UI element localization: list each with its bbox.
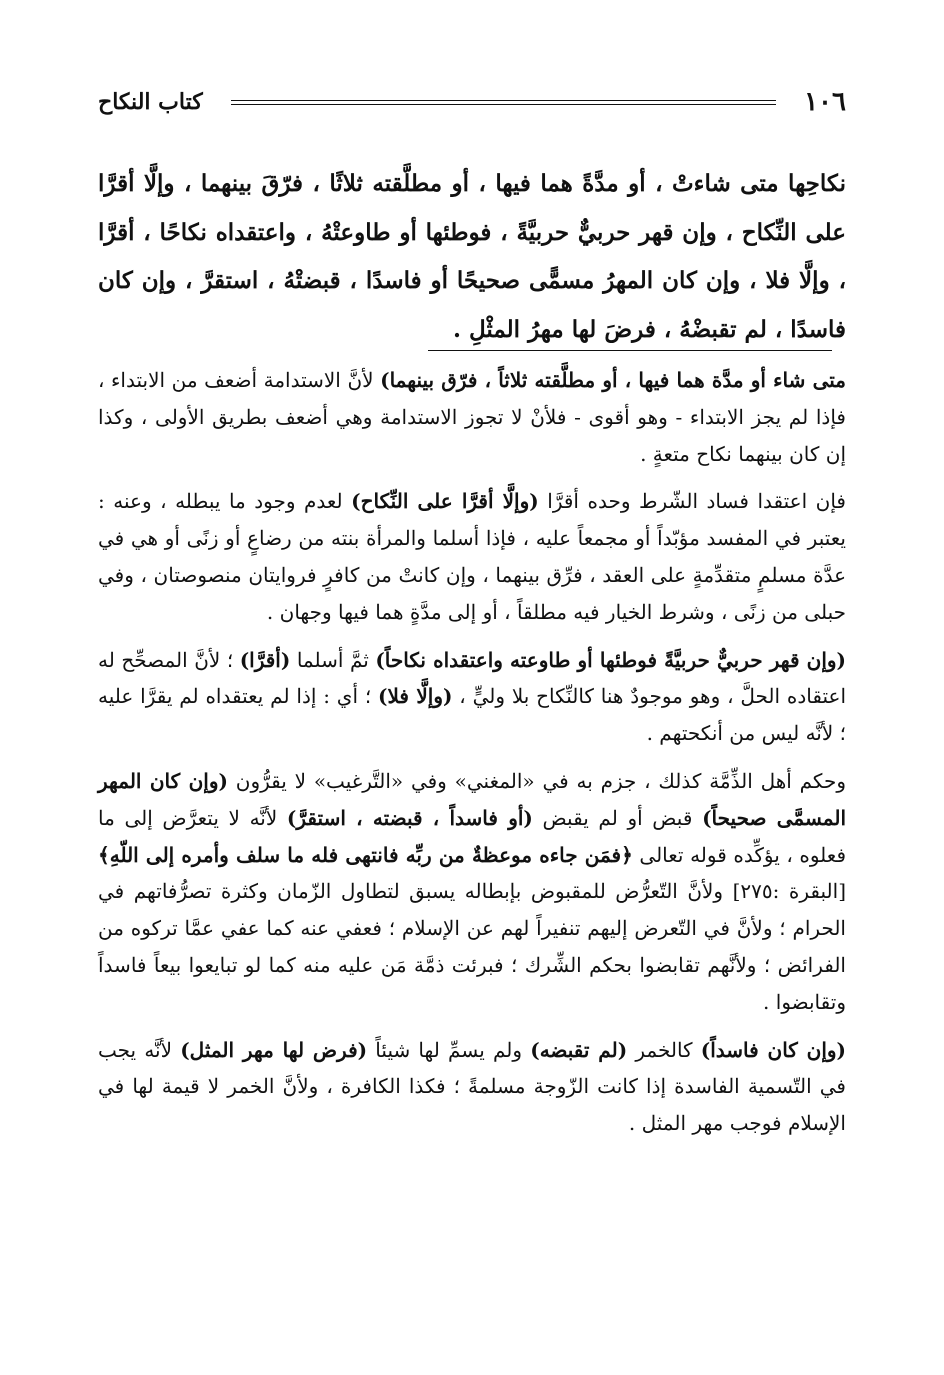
quran-verse: ﴿فمَن جاءه موعظةٌ من ربِّه فانتهى فله ما سلف وأمره إلى اللّهِ﴾ [98, 842, 633, 867]
page-number: ١٠٦ [804, 87, 846, 117]
commentary-text: [البقرة :٢٧٥] ولأنَّ التّعرُّض للمقبوض بإبطاله يسبق لتطاول الزّمان وكثرة تصرُّفاتهم في الحرام ؛ ولأنَّ في التّعرض إليهم تنفيراً لهم عن الإسلام ؛ فعفي عنه كما عفي عمَّا تركوه من الفرائض ؛ ولأنَّهم تقابضوا بحكم الشِّرك ؛ فبرئت ذمَّة مَن عليه منه كما لو تبايعوا بيعاً فاسداً وتقابضوا . [98, 879, 847, 1014]
commentary-text: قبض أو لم يقبض [532, 805, 703, 830]
main-text [98, 160, 846, 354]
commentary-separator [428, 350, 832, 351]
book-title: كتاب النكاح [98, 89, 203, 115]
main-text-paragraph: نكاحِها متى شاءتْ ، أو مدَّةً هما فيها ، أو مطلَّقته ثلاثًا ، فرّقَ بينهما ، وإلَّا أقرَّا على النِّكاح ، وإن قهر حربيٌّ حربيَّةً ، فوطئها أو طاوعتْهُ ، واعتقداه نكاحًا ، أقرَّا ، وإلَّا فلا ، وإن كان المهرُ مسمًّى صحيحًا أو فاسدًا ، قبضتْهُ ، استقرَّ ، وإن كان فاسدًا ، لم تقبضْهُ ، فرضَ لها مهرُ المثْلِ . [98, 170, 846, 343]
commentary-text: وحكم أهل الذِّمَّة كذلك ، جزم به في «المغني» وفي «التَّرغيب» لا يقرُّون [227, 768, 847, 793]
commentary-paragraph-2 [98, 483, 846, 630]
quoted-text: (وإن كان فاسداً) [700, 1037, 846, 1062]
commentary-text: لأنَّه يجب في التّسمية الفاسدة إذا كانت الزّوجة مسلمةً ؛ فكذا الكافرة ، ولأنَّ الخمر لا قيمة لها في الإسلام فوجب مهر المثل . [98, 1037, 846, 1136]
quoted-text: (وإن قهر حربيٌّ حربيَّةً فوطئها أو طاوعته واعتقداه نكاحاً) [375, 647, 847, 672]
quoted-text: (وإلَّا أقرَّا على النِّكاح) [351, 489, 539, 514]
commentary-text: ولم يسمِّ لها شيئاً [367, 1037, 531, 1062]
commentary-text: ثمَّ أسلما [290, 647, 376, 672]
quoted-text: (أو فاسداً ، قبضته ، استقرَّ) [286, 805, 533, 830]
commentary-text: ؛ أي : إذا لم يعتقداه لم يقرَّا عليه ؛ لأنَّه ليس من أنكحتهم . [98, 684, 846, 746]
quoted-text: (أقرَّا) [239, 647, 291, 672]
commentary-paragraph-1 [98, 362, 846, 472]
commentary-paragraph-4 [98, 763, 846, 1021]
commentary-paragraph-3 [98, 642, 846, 752]
quoted-text: متى شاء أو مدَّة هما فيها ، أو مطلَّقته ثلاثاً ، فرّق بينهما) [380, 368, 847, 392]
commentary-text: لعدم وجود ما يبطله ، وعنه : يعتبر في المفسد مؤبّداً أو مجمعاً عليه ، فإذا أسلما والمرأة بنته من رضاعٍ أو زنًى أو هي في عدَّة مسلمٍ متقدِّمةٍ على العقد ، فرِّق بينهما ، وإن كانتْ من كافرٍ فروايتان منصوصتان ، وفي حبلى من زنًى ، وشرط الخيار فيه مطلقاً ، أو إلى مدَّةٍ هما فيها وجهان . [98, 489, 846, 624]
commentary-text: لأنَّه لا يتعرَّض إلى ما فعلوه ، يؤكِّده قوله تعالى [98, 805, 847, 867]
commentary-text: كالخمر [627, 1037, 701, 1062]
quoted-text: (فرض لها مهر المثل) [180, 1037, 368, 1062]
commentary [98, 362, 846, 1153]
commentary-text: فإن اعتقدا فساد الشّرط وحده أقرَّا [538, 489, 846, 514]
quoted-text: (وإن كان المهر المسمَّى صحيحاً) [98, 768, 846, 830]
quoted-text: (وإلَّا فلا) [378, 684, 453, 709]
quoted-text: (لم تقبضه) [530, 1037, 628, 1062]
running-header [98, 82, 846, 122]
header-rule [231, 100, 776, 105]
commentary-text: لأنَّ الاستدامة أضعف من الابتداء ، فإذا لم يجز الابتداء - وهو أقوى - فلأنْ لا تجوز الاستدامة وهي أضعف بطريق الأولى ، وكذا إن كان بينهما نكاح متعةٍ . [98, 368, 846, 466]
commentary-paragraph-5 [98, 1032, 846, 1142]
commentary-text: ؛ لأنَّ المصحِّح له اعتقاده الحلَّ ، وهو موجودٌ هنا كالنِّكاح بلا وليٍّ ، [98, 647, 846, 709]
